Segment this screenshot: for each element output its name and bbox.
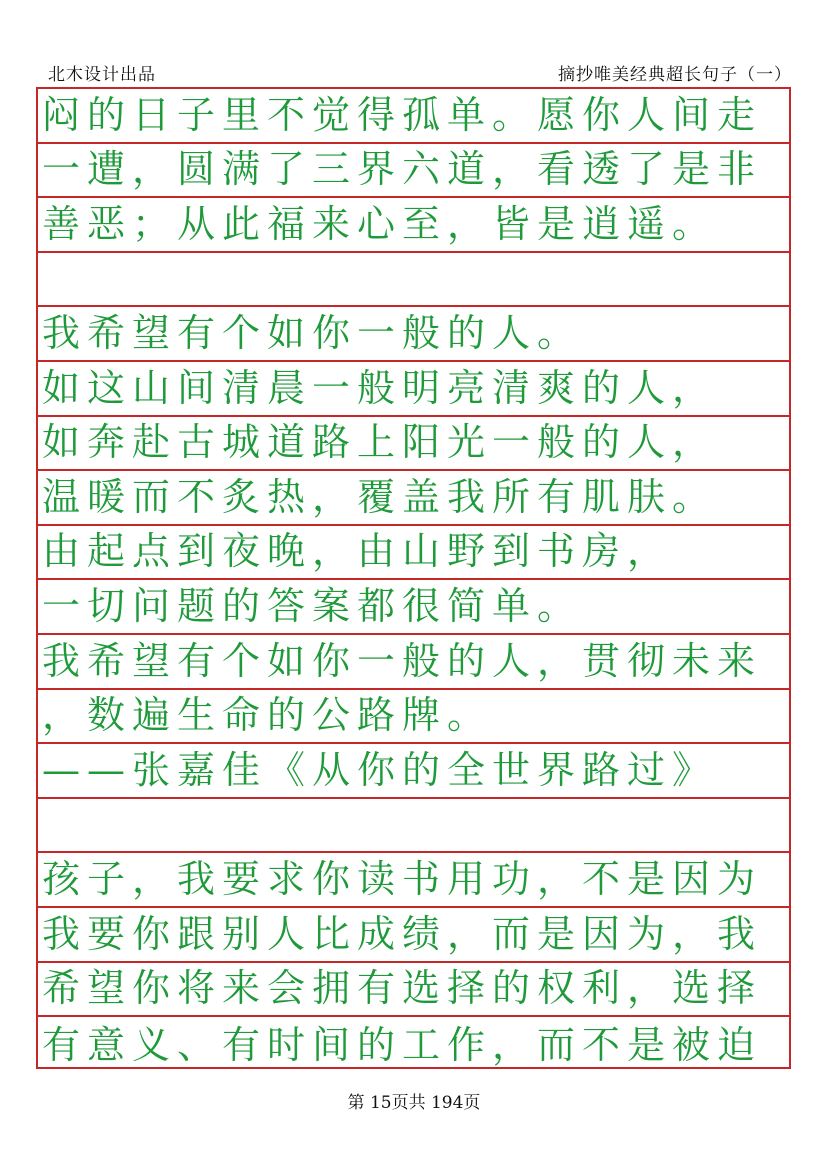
lined-writing-grid [36,87,791,1069]
grid-row [38,580,789,635]
handwritten-line: ——张嘉佳《从你的全世界路过》 [42,747,718,792]
grid-row [38,1017,789,1072]
header-right-title: 摘抄唯美经典超长句子（一） [558,65,792,85]
grid-row [38,744,789,799]
grid-row [38,253,789,308]
page-number: 第 15页共 194页 [347,1093,481,1113]
grid-row [38,526,789,581]
handwritten-line: ，数遍生命的公路牌。 [42,693,493,738]
grid-row [38,89,789,144]
handwritten-line: 闷的日子里不觉得孤单。愿你人间走 [42,92,763,137]
grid-row [38,198,789,253]
header-left-credit: 北木设计出品 [48,65,156,85]
handwritten-line: 我要你跟别人比成绩，而是因为，我 [42,911,763,956]
grid-row [38,417,789,472]
handwritten-line: 如奔赴古城道路上阳光一般的人， [42,420,718,465]
grid-row [38,908,789,963]
handwritten-line: 我希望有个如你一般的人。 [42,310,583,355]
handwritten-line: 希望你将来会拥有选择的权利，选择 [42,966,763,1011]
handwritten-line: 由起点到夜晚，由山野到书房， [42,529,673,574]
grid-row [38,635,789,690]
handwritten-line: 善恶；从此福来心至，皆是逍遥。 [42,201,718,246]
grid-row [38,144,789,199]
grid-row [38,471,789,526]
handwritten-line: 一遭，圆满了三界六道，看透了是非 [42,147,763,192]
handwritten-line: 孩子，我要求你读书用功，不是因为 [42,856,763,901]
grid-row [38,963,789,1018]
grid-row [38,853,789,908]
handwritten-line: 温暖而不炙热，覆盖我所有肌肤。 [42,474,718,519]
handwritten-line: 一切问题的答案都很简单。 [42,583,583,628]
grid-row [38,362,789,417]
handwritten-line: 如这山间清晨一般明亮清爽的人， [42,365,718,410]
grid-row [38,799,789,854]
grid-row [38,690,789,745]
handwritten-line: 我希望有个如你一般的人，贯彻未来 [42,638,763,683]
grid-row [38,307,789,362]
handwritten-line: 有意义、有时间的工作，而不是被迫 [42,1022,763,1067]
